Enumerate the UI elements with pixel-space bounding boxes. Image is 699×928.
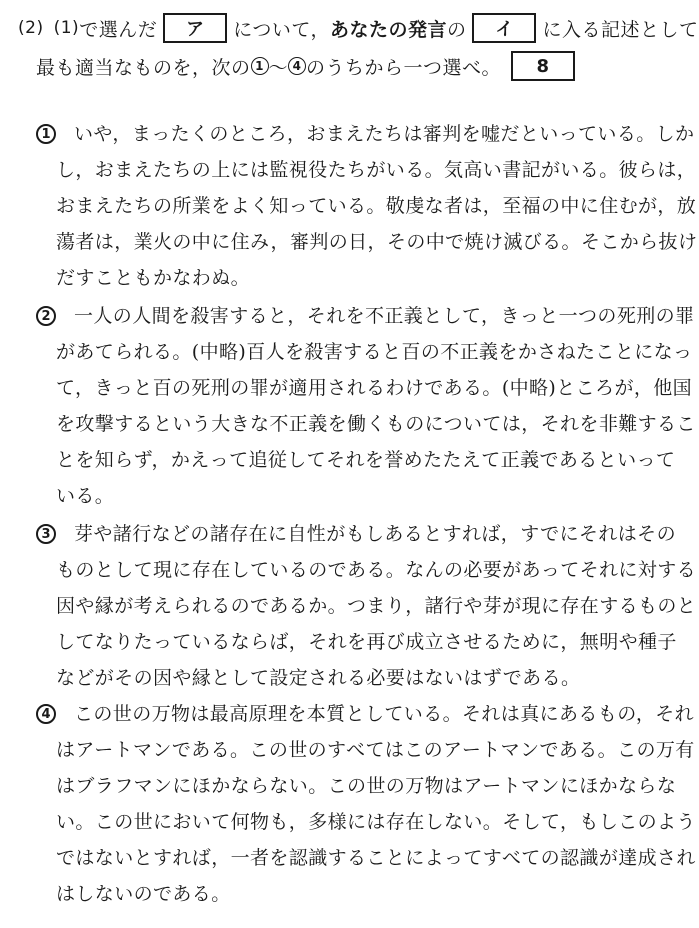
option-line: おまえたちの所業をよく知っている。敬虔な者は，至福の中に住むが，放 xyxy=(56,195,697,217)
option-line: ものとして現に存在しているのである。なんの必要があってそれに対する xyxy=(56,559,697,581)
option-line: はしないのである。 xyxy=(56,883,231,905)
option-line: があてられる。(中略)百人を殺害すると百の不正義をかさねたことになっ xyxy=(56,341,693,363)
option-line: とを知らず，かえって追従してそれを誉めたたえて正義であるといって xyxy=(56,449,676,471)
option-line: し，おまえたちの上には監視役たちがいる。気高い書記がいる。彼らは， xyxy=(56,159,697,181)
question-text-segment: について， xyxy=(233,18,330,41)
option-line: 因や縁が考えられるのであるか。つまり，諸行や芽が現に存在するものと xyxy=(56,595,697,617)
option-line: この世の万物は最高原理を本質としている。それは真にあるもの，それ xyxy=(74,703,695,725)
question-line-2 xyxy=(36,46,575,86)
option-line: してなりたっているならば，それを再び成立させるために，無明や種子 xyxy=(56,631,677,653)
option-line: ではないとすれば，一者を認識することによってすべての認識が達成され xyxy=(56,847,696,869)
option-line: い。この世において何物も，多様には存在しない。そして，もしこのよう xyxy=(56,811,696,833)
question-ref: (1) xyxy=(53,18,80,38)
option-marker: 1 xyxy=(36,124,56,144)
option-marker: 4 xyxy=(36,704,56,724)
option-line: いる。 xyxy=(56,485,115,507)
blank-box-i: イ xyxy=(472,13,536,43)
answer-box[interactable]: 8 xyxy=(511,51,575,81)
option-line: はブラフマンにほかならない。この世の万物はアートマンにほかならな xyxy=(56,775,677,797)
question-text-segment: のうちから一つ選べ。 xyxy=(306,56,502,79)
option-line: はアートマンである。この世のすべてはこのアートマンである。この万有 xyxy=(56,739,695,761)
option-line: て，きっと百の死刑の罪が適用されるわけである。(中略)ところが，他国 xyxy=(56,377,693,399)
blank-box-a: ア xyxy=(163,13,227,43)
question-text-segment: 最も適当なものを，次の xyxy=(36,56,251,79)
question-text-segment: で選んだ xyxy=(79,18,158,41)
option-line: を攻撃するという大きな不正義を働くものについては，それを非難するこ xyxy=(56,413,696,435)
option-line: 芽や諸行などの諸存在に自性がもしあるとすれば，すでにそれはその xyxy=(74,523,676,545)
option-marker: 2 xyxy=(36,306,56,326)
range-start-marker: 1 xyxy=(251,57,269,75)
question-bold-phrase: あなたの発言 xyxy=(329,18,447,41)
option-marker: 3 xyxy=(36,524,56,544)
range-end-marker: 4 xyxy=(288,57,306,75)
range-separator: 〜 xyxy=(268,56,289,79)
question-number: (2) xyxy=(18,18,44,38)
question-line-1 xyxy=(18,8,699,48)
option-line: だすこともかなわぬ。 xyxy=(56,267,251,289)
question-text-segment: に入る記述として xyxy=(542,18,699,41)
option-line: 一人の人間を殺害すると，それを不正義として，きっと一つの死刑の罪 xyxy=(74,305,695,327)
question-text-segment: の xyxy=(446,18,467,41)
option-line: などがその因や縁として設定される必要はないはずである。 xyxy=(56,667,581,689)
option-line: 蕩者は，業火の中に住み，審判の日，その中で焼け滅びる。そこから抜け xyxy=(56,231,698,253)
option-line: いや，まったくのところ，おまえたちは審判を嘘だといっている。しか xyxy=(74,123,695,145)
